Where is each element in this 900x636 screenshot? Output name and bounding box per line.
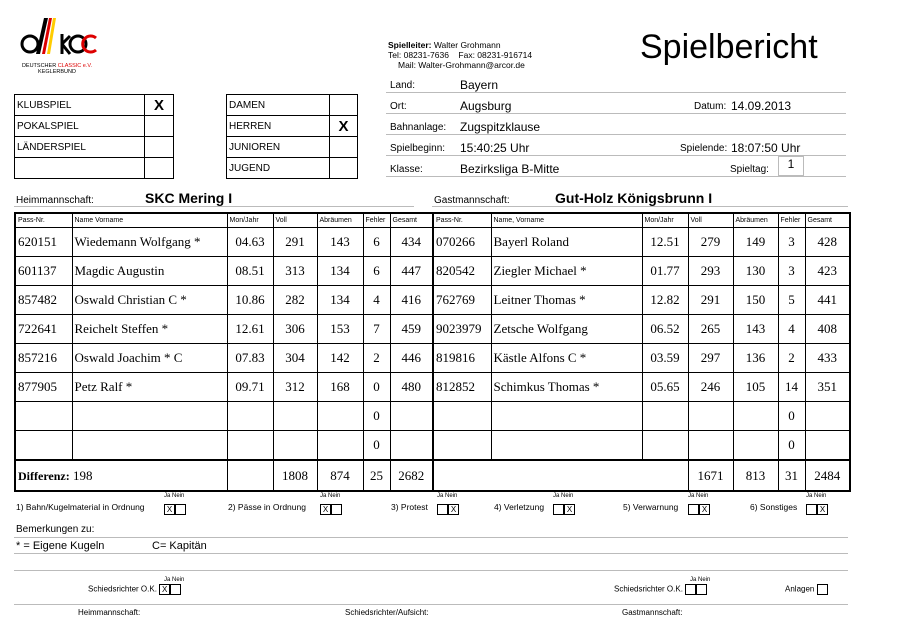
home-mon-jahr-cell: 08.51	[227, 257, 273, 286]
totals-row	[15, 460, 850, 491]
beginn-label: Spielbeginn:	[390, 143, 446, 154]
home-mon-jahr-cell	[227, 402, 273, 431]
home-pass-nr-cell: 620151	[15, 228, 72, 257]
spieltag-label: Spieltag:	[730, 164, 769, 175]
signature-home: Heimmannschaft:	[78, 608, 141, 617]
guest-col-mon-jahr: Mon/Jahr	[642, 213, 688, 228]
ort-value: Augsburg	[460, 99, 512, 113]
home-mon-jahr-cell: 09.71	[227, 373, 273, 402]
home-pass-nr-cell: 877905	[15, 373, 72, 402]
guest-fehler-cell: 2	[778, 344, 805, 373]
guest-voll-cell	[688, 431, 733, 461]
guest-mon-jahr-cell: 01.77	[642, 257, 688, 286]
guest-gesamt-cell: 441	[805, 286, 850, 315]
type-label: LÄNDERSPIEL	[15, 137, 145, 158]
guest-gesamt-cell: 433	[805, 344, 850, 373]
type-mark	[145, 137, 174, 158]
home-gesamt-cell: 434	[390, 228, 433, 257]
type-label: POKALSPIEL	[15, 116, 145, 137]
dkbc-logo	[16, 14, 98, 75]
guest-fehler-cell: 3	[778, 228, 805, 257]
yn-header	[320, 493, 340, 499]
type-label: KLUBSPIEL	[15, 95, 145, 116]
guest-total-voll: 1671	[688, 460, 733, 491]
bahn-value: Zugspitzklause	[460, 120, 541, 134]
signature-guest: Gastmannschaft:	[622, 608, 683, 617]
check-nein-checkbox[interactable]: X	[564, 504, 575, 515]
ende-value: 18:07:50 Uhr	[731, 141, 801, 155]
yn-nein: Nein	[172, 577, 185, 583]
home-voll-cell: 313	[273, 257, 317, 286]
guest-pass-nr-cell: 820542	[433, 257, 491, 286]
home-team-name: SKC Mering I	[145, 190, 233, 206]
datum-label: Datum:	[694, 101, 727, 112]
home-pass-nr-cell: 857216	[15, 344, 72, 373]
category-mark	[330, 158, 358, 179]
klasse-label: Klasse:	[390, 164, 423, 175]
check-nein-checkbox[interactable]	[175, 504, 186, 515]
guest-mon-jahr-cell: 12.82	[642, 286, 688, 315]
anlagen-checkbox[interactable]	[817, 584, 828, 595]
guest-voll-cell	[688, 402, 733, 431]
player-row	[15, 344, 850, 373]
check-boxes	[688, 501, 710, 519]
check-label: 1) Bahn/Kugelmaterial in Ordnung	[16, 502, 145, 512]
guest-col-voll: Voll	[688, 213, 733, 228]
page-title: Spielbericht	[640, 28, 818, 66]
guest-fehler-cell: 5	[778, 286, 805, 315]
yn-nein: Nein	[172, 493, 185, 499]
home-fehler-cell: 2	[363, 344, 390, 373]
guest-voll-cell: 279	[688, 228, 733, 257]
leader-name: Walter Grohmann	[433, 40, 501, 50]
check-boxes	[437, 501, 459, 519]
guest-abraeumen-cell: 105	[733, 373, 778, 402]
home-voll-cell: 291	[273, 228, 317, 257]
home-name-cell: Wiedemann Wolfgang *	[72, 228, 227, 257]
category-table	[226, 94, 358, 179]
signature-referee: Schiedsrichter/Aufsicht:	[345, 608, 429, 617]
logo-line1: DEUTSCHER	[21, 63, 57, 69]
guest-name-cell	[491, 431, 642, 461]
guest-voll-cell: 265	[688, 315, 733, 344]
home-name-cell	[72, 402, 227, 431]
logo-mark-icon	[16, 14, 98, 58]
check-nein-checkbox[interactable]: X	[817, 504, 828, 515]
guest-fehler-cell: 0	[778, 431, 805, 461]
type-label	[15, 158, 145, 179]
home-abraeumen-cell	[317, 402, 363, 431]
guest-abraeumen-cell	[733, 402, 778, 431]
check-boxes	[553, 501, 575, 519]
home-pass-nr-cell	[15, 402, 72, 431]
guest-pass-nr-cell: 819816	[433, 344, 491, 373]
home-pass-nr-cell: 857482	[15, 286, 72, 315]
guest-name-cell: Leitner Thomas *	[491, 286, 642, 315]
referee-guest-ja-checkbox[interactable]	[685, 584, 696, 595]
yn-ja: Ja	[806, 493, 813, 499]
home-total-gesamt: 2682	[390, 460, 433, 491]
home-label: Heimmannschaft:	[16, 195, 94, 206]
guest-fehler-cell: 0	[778, 402, 805, 431]
game-type-table	[14, 94, 174, 179]
guest-abraeumen-cell: 150	[733, 286, 778, 315]
home-abraeumen-cell: 143	[317, 228, 363, 257]
home-abraeumen-cell	[317, 431, 363, 461]
yn-nein: Nein	[561, 493, 574, 499]
check-ja-checkbox[interactable]	[688, 504, 699, 515]
guest-total-abraeumen: 813	[733, 460, 778, 491]
diff-label: Differenz:	[18, 468, 70, 483]
home-fehler-cell: 6	[363, 228, 390, 257]
check-boxes	[806, 501, 828, 519]
guest-gesamt-cell: 351	[805, 373, 850, 402]
logo-brand: CLASSIC e.V.	[57, 63, 93, 69]
guest-col-pass-nr: Pass-Nr.	[433, 213, 491, 228]
yn-nein: Nein	[696, 493, 709, 499]
beginn-value: 15:40:25 Uhr	[460, 141, 530, 155]
category-mark: X	[330, 116, 358, 137]
home-mon-jahr-cell: 12.61	[227, 315, 273, 344]
guest-name-cell: Ziegler Michael *	[491, 257, 642, 286]
player-row	[15, 257, 850, 286]
home-gesamt-cell: 446	[390, 344, 433, 373]
score-table	[14, 212, 851, 492]
home-pass-nr-cell	[15, 431, 72, 461]
yn-header	[688, 493, 708, 499]
ort-label: Ort:	[390, 101, 407, 112]
home-mon-jahr-cell: 04.63	[227, 228, 273, 257]
check-ja-checkbox[interactable]	[553, 504, 564, 515]
home-gesamt-cell: 459	[390, 315, 433, 344]
guest-voll-cell: 297	[688, 344, 733, 373]
guest-abraeumen-cell: 143	[733, 315, 778, 344]
home-pass-nr-cell: 601137	[15, 257, 72, 286]
type-mark: X	[145, 95, 174, 116]
check-boxes	[164, 501, 186, 519]
home-abraeumen-cell: 134	[317, 286, 363, 315]
bahn-label: Bahnanlage:	[390, 122, 447, 133]
check-ja-checkbox[interactable]	[437, 504, 448, 515]
home-abraeumen-cell: 142	[317, 344, 363, 373]
home-abraeumen-cell: 153	[317, 315, 363, 344]
yn-nein: Nein	[328, 493, 341, 499]
category-label: HERREN	[227, 116, 330, 137]
yn-ja: Ja	[553, 493, 560, 499]
home-col-gesamt: Gesamt	[390, 213, 433, 228]
contact-mail: Mail: Walter-Grohmann@arcor.de	[398, 60, 525, 70]
yn-nein: Nein	[814, 493, 827, 499]
guest-name-cell: Zetsche Wolfgang	[491, 315, 642, 344]
home-voll-cell: 312	[273, 373, 317, 402]
home-name-cell: Oswald Joachim * C	[72, 344, 227, 373]
type-mark	[145, 158, 174, 179]
guest-label: Gastmannschaft:	[434, 195, 510, 206]
check-ja-checkbox[interactable]: X	[164, 504, 175, 515]
datum-value: 14.09.2013	[731, 99, 792, 113]
guest-gesamt-cell: 408	[805, 315, 850, 344]
guest-fehler-cell: 4	[778, 315, 805, 344]
yn-header	[164, 493, 184, 499]
guest-voll-cell: 293	[688, 257, 733, 286]
check-nein-checkbox[interactable]: X	[448, 504, 459, 515]
referee-home-nein-checkbox[interactable]	[170, 584, 181, 595]
player-row	[15, 286, 850, 315]
contact-block	[388, 40, 532, 70]
yn-nein: Nein	[445, 493, 458, 499]
check-label: 3) Protest	[391, 502, 428, 512]
home-fehler-cell: 0	[363, 431, 390, 461]
yn-ja: Ja	[320, 493, 327, 499]
guest-fehler-cell: 14	[778, 373, 805, 402]
score-header-row	[15, 213, 850, 228]
remarks-captain: C= Kapitän	[152, 540, 207, 552]
home-total-abraeumen: 874	[317, 460, 363, 491]
check-label: 6) Sonstiges	[750, 502, 798, 512]
home-gesamt-cell	[390, 402, 433, 431]
home-abraeumen-cell: 168	[317, 373, 363, 402]
contact-tel: Tel: 08231-7636 Fax: 08231-916714	[388, 50, 533, 60]
check-label: 4) Verletzung	[494, 502, 545, 512]
player-row	[15, 228, 850, 257]
yn-ja: Ja	[437, 493, 444, 499]
home-voll-cell: 306	[273, 315, 317, 344]
guest-gesamt-cell	[805, 402, 850, 431]
guest-total-fehler: 31	[778, 460, 805, 491]
guest-mon-jahr-cell: 06.52	[642, 315, 688, 344]
yn-header	[553, 493, 573, 499]
check-ja-checkbox[interactable]: X	[320, 504, 331, 515]
home-mon-jahr-cell	[227, 431, 273, 461]
home-fehler-cell: 4	[363, 286, 390, 315]
home-voll-cell	[273, 402, 317, 431]
guest-col-gesamt: Gesamt	[805, 213, 850, 228]
guest-name-cell	[491, 402, 642, 431]
home-mon-jahr-cell: 10.86	[227, 286, 273, 315]
home-name-cell: Oswald Christian C *	[72, 286, 227, 315]
anlagen-label: Anlagen	[785, 584, 815, 594]
home-gesamt-cell: 480	[390, 373, 433, 402]
guest-name-cell: Schimkus Thomas *	[491, 373, 642, 402]
home-voll-cell: 304	[273, 344, 317, 373]
guest-name-cell: Kästle Alfons C *	[491, 344, 642, 373]
home-abraeumen-cell: 134	[317, 257, 363, 286]
yn-nein: Nein	[698, 577, 711, 583]
player-row	[15, 431, 850, 461]
home-voll-cell: 282	[273, 286, 317, 315]
klasse-value: Bezirksliga B-Mitte	[460, 162, 560, 176]
check-ja-checkbox[interactable]	[806, 504, 817, 515]
home-col-pass-nr: Pass-Nr.	[15, 213, 72, 228]
logo-line2: KEGLERBUND	[38, 69, 76, 75]
check-nein-checkbox[interactable]: X	[699, 504, 710, 515]
guest-pass-nr-cell: 070266	[433, 228, 491, 257]
home-col-name: Name Vorname	[72, 213, 227, 228]
land-value: Bayern	[460, 78, 499, 92]
guest-pass-nr-cell	[433, 402, 491, 431]
guest-voll-cell: 291	[688, 286, 733, 315]
yn-header	[806, 493, 826, 499]
guest-col-fehler: Fehler	[778, 213, 805, 228]
guest-abraeumen-cell: 136	[733, 344, 778, 373]
player-row	[15, 315, 850, 344]
check-nein-checkbox[interactable]	[331, 504, 342, 515]
home-col-abraeumen: Abräumen	[317, 213, 363, 228]
guest-mon-jahr-cell: 03.59	[642, 344, 688, 373]
yn-ja: Ja	[164, 577, 171, 583]
guest-mon-jahr-cell	[642, 431, 688, 461]
guest-abraeumen-cell: 130	[733, 257, 778, 286]
home-name-cell: Petz Ralf *	[72, 373, 227, 402]
guest-pass-nr-cell: 762769	[433, 286, 491, 315]
guest-mon-jahr-cell: 12.51	[642, 228, 688, 257]
guest-voll-cell: 246	[688, 373, 733, 402]
home-total-fehler: 25	[363, 460, 390, 491]
yn-ja: Ja	[688, 493, 695, 499]
land-label: Land:	[390, 80, 416, 91]
home-fehler-cell: 7	[363, 315, 390, 344]
guest-total-gesamt: 2484	[805, 460, 850, 491]
check-label: 5) Verwarnung	[623, 502, 679, 512]
remarks-own-balls: * = Eigene Kugeln	[16, 540, 105, 552]
yn-ja: Ja	[690, 577, 697, 583]
guest-gesamt-cell	[805, 431, 850, 461]
check-boxes	[320, 501, 342, 519]
home-col-mon-jahr: Mon/Jahr	[227, 213, 273, 228]
guest-team-name: Gut-Holz Königsbrunn I	[555, 190, 713, 206]
guest-fehler-cell: 3	[778, 257, 805, 286]
guest-col-name: Name, Vorname	[491, 213, 642, 228]
home-name-cell: Reichelt Steffen *	[72, 315, 227, 344]
category-label: DAMEN	[227, 95, 330, 116]
referee-ok-label-guest: Schiedsrichter O.K.	[614, 584, 683, 594]
guest-mon-jahr-cell: 05.65	[642, 373, 688, 402]
referee-guest-nein-checkbox[interactable]	[696, 584, 707, 595]
guest-name-cell: Bayerl Roland	[491, 228, 642, 257]
check-label: 2) Pässe in Ordnung	[228, 502, 306, 512]
yn-ja: Ja	[164, 493, 171, 499]
remarks-label: Bemerkungen zu:	[16, 524, 95, 535]
home-col-voll: Voll	[273, 213, 317, 228]
referee-ok-label-home: Schiedsrichter O.K.	[88, 584, 157, 594]
home-total-voll: 1808	[273, 460, 317, 491]
category-mark	[330, 95, 358, 116]
player-row	[15, 373, 850, 402]
category-label: JUNIOREN	[227, 137, 330, 158]
type-mark	[145, 116, 174, 137]
guest-gesamt-cell: 428	[805, 228, 850, 257]
leader-label: Spielleiter:	[388, 40, 432, 50]
home-mon-jahr-cell: 07.83	[227, 344, 273, 373]
home-fehler-cell: 0	[363, 373, 390, 402]
home-name-cell: Magdic Augustin	[72, 257, 227, 286]
home-voll-cell	[273, 431, 317, 461]
home-gesamt-cell	[390, 431, 433, 461]
category-mark	[330, 137, 358, 158]
yn-header	[437, 493, 457, 499]
home-gesamt-cell: 447	[390, 257, 433, 286]
guest-col-abraeumen: Abräumen	[733, 213, 778, 228]
home-col-fehler: Fehler	[363, 213, 390, 228]
home-fehler-cell: 6	[363, 257, 390, 286]
guest-abraeumen-cell	[733, 431, 778, 461]
guest-abraeumen-cell: 149	[733, 228, 778, 257]
ende-label: Spielende:	[680, 143, 728, 154]
spieltag-value: 1	[778, 156, 804, 176]
home-pass-nr-cell: 722641	[15, 315, 72, 344]
player-row	[15, 402, 850, 431]
referee-home-ja-checkbox[interactable]: X	[159, 584, 170, 595]
diff-value: 198	[73, 467, 93, 483]
guest-mon-jahr-cell	[642, 402, 688, 431]
guest-pass-nr-cell: 812852	[433, 373, 491, 402]
guest-gesamt-cell: 423	[805, 257, 850, 286]
home-name-cell	[72, 431, 227, 461]
home-gesamt-cell: 416	[390, 286, 433, 315]
home-fehler-cell: 0	[363, 402, 390, 431]
guest-pass-nr-cell: 9023979	[433, 315, 491, 344]
guest-pass-nr-cell	[433, 431, 491, 461]
category-label: JUGEND	[227, 158, 330, 179]
